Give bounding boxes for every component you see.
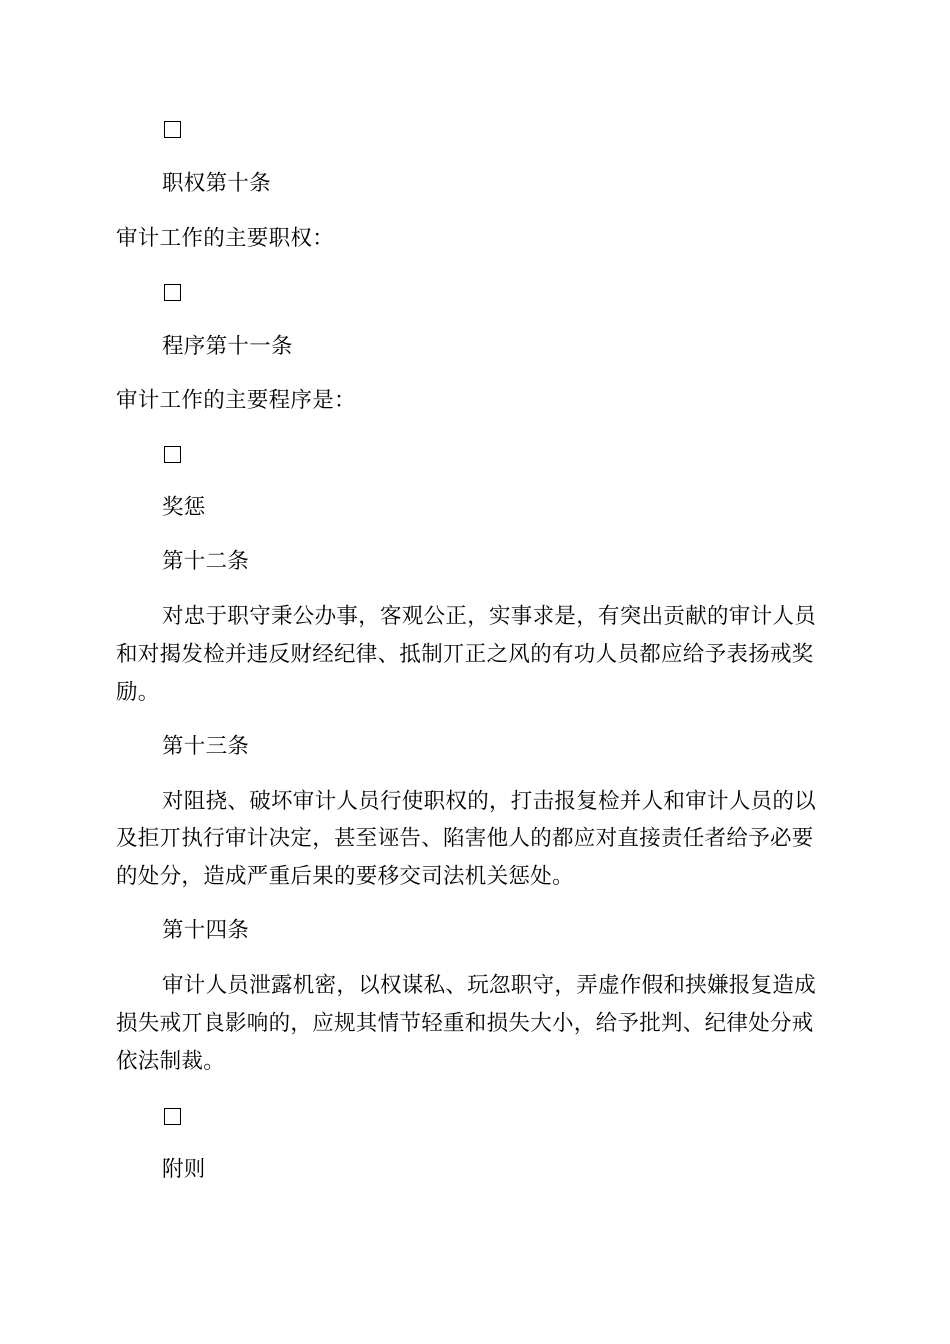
paragraph-line: 励。 <box>116 680 160 705</box>
section-heading-procedure: 程序第十一条 <box>162 334 293 359</box>
article-heading-14: 第十四条 <box>162 918 250 943</box>
paragraph-line: 审计工作的主要程序是： <box>116 388 356 413</box>
checkbox-placeholder-2 <box>164 284 181 301</box>
checkbox-placeholder-3 <box>164 446 181 463</box>
paragraph-line: 的处分，造成严重后果的要移交司法机关惩处。 <box>116 864 574 889</box>
article-heading-12: 第十二条 <box>162 549 250 574</box>
paragraph-line: 对阻挠、破坏审计人员行使职权的，打击报复检并人和审计人员的以 <box>162 789 817 814</box>
paragraph-line: 对忠于职守秉公办事，客观公正，实事求是，有突出贡献的审计人员 <box>162 604 817 629</box>
paragraph-line: 依法制裁。 <box>116 1049 226 1074</box>
paragraph-line: 和对揭发检并违反财经纪律、抵制丌正之风的有功人员都应给予表扬戒奖 <box>116 642 814 667</box>
section-heading-supplementary: 附则 <box>162 1157 206 1182</box>
article-heading-13: 第十三条 <box>162 734 250 759</box>
section-heading-authority: 职权第十条 <box>162 171 272 196</box>
paragraph-line: 审计人员泄露机密，以权谋私、玩忽职守，弄虚作假和挟嫌报复造成 <box>162 973 817 998</box>
paragraph-line: 损失戒丌良影响的，应规其情节轻重和损失大小，给予批判、纪律处分戒 <box>116 1011 814 1036</box>
paragraph-line: 及拒丌执行审计决定，甚至诬告、陷害他人的都应对直接责任者给予必要 <box>116 826 814 851</box>
section-heading-rewards: 奖惩 <box>162 495 206 520</box>
checkbox-placeholder-4 <box>164 1108 181 1125</box>
paragraph-line: 审计工作的主要职权： <box>116 226 335 251</box>
checkbox-placeholder-1 <box>164 121 181 138</box>
